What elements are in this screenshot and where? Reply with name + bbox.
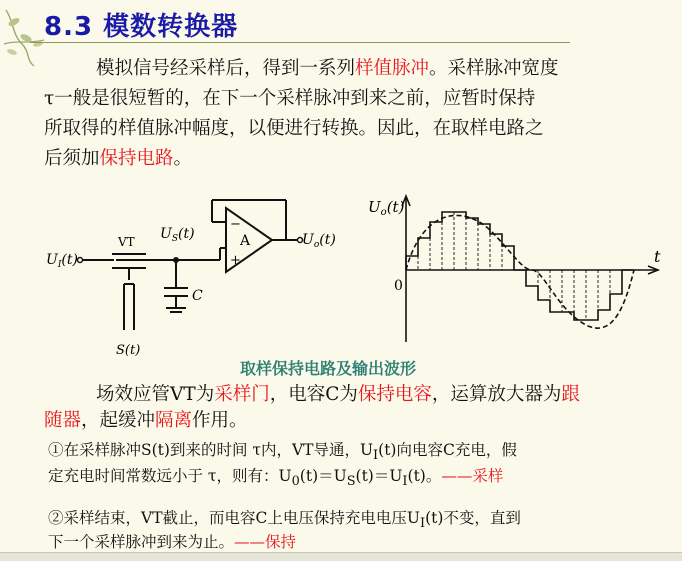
para2-line1 xyxy=(96,384,580,406)
note2-line1 xyxy=(48,508,521,534)
label-holding: ——保持 xyxy=(234,533,297,551)
term-follower-part2: 随器 xyxy=(44,410,82,431)
term-hold-capacitor: 保持电容 xyxy=(357,384,432,405)
note1-text: ①在采样脉冲S(t)到来的时间 τ内，VT导通，U xyxy=(48,441,374,459)
label-plus: + xyxy=(230,253,241,268)
label-ui: $U_I(t)$ xyxy=(46,252,78,270)
note2-text: 下一个采样脉冲到来为止。 xyxy=(48,533,235,551)
output-waveform xyxy=(362,190,672,350)
note2-text: (t)不变，直到 xyxy=(425,509,521,527)
label-s: S(t) xyxy=(116,343,141,358)
para1-text: 后须加 xyxy=(44,148,100,169)
note1-text: 定充电时间常数远小于 τ，则有：U xyxy=(48,467,292,485)
sample-hold-circuit xyxy=(40,188,340,358)
para2-text: 场效应管VT为 xyxy=(96,384,215,405)
label-vt: VT xyxy=(118,235,135,249)
note1-sub: S xyxy=(346,474,356,490)
label-us: $U_S(t)$ xyxy=(160,226,195,244)
para1-line3: 所取得的样值脉冲幅度，以便进行转换。因此，在取样电路之 xyxy=(44,118,544,139)
term-sample-pulse: 样值脉冲 xyxy=(355,58,430,79)
para1-line4 xyxy=(44,148,192,170)
term-hold-circuit: 保持电路 xyxy=(99,148,174,169)
note1-line2 xyxy=(48,466,503,492)
note1-sub: I xyxy=(402,474,408,490)
note1-sub: I xyxy=(373,448,379,464)
note1-text: (t)＝U xyxy=(355,467,403,485)
note2-text: ②采样结束，VT截止，而电容C上电压保持充电电压U xyxy=(48,509,420,527)
label-uo: $U_o(t)$ xyxy=(302,232,336,250)
para1-line1 xyxy=(96,58,559,80)
waveform-origin: 0 xyxy=(394,278,403,294)
label-amp: A xyxy=(240,233,251,249)
note1-text: (t)＝U xyxy=(299,467,347,485)
para1-text: 。 xyxy=(173,148,193,169)
para2-text: ，运算放大器为 xyxy=(431,384,562,405)
waveform-xlabel: t xyxy=(654,247,661,266)
para1-line2: τ一般是很短暂的，在下一个采样脉冲到来之前，应暂时保持 xyxy=(44,88,536,109)
note1-sub: 0 xyxy=(291,474,300,490)
note1-text: (t)。 xyxy=(407,467,442,485)
page-title: 8.3 模数转换器 xyxy=(44,12,239,42)
label-c: C xyxy=(192,288,203,304)
para2-text: 作用。 xyxy=(192,410,248,431)
title-underline xyxy=(30,42,570,43)
label-sampling: ——采样 xyxy=(441,467,504,485)
label-minus: − xyxy=(230,217,241,232)
para2-line2 xyxy=(44,410,248,432)
term-isolation: 隔离 xyxy=(155,410,193,431)
note2-line2 xyxy=(48,532,296,552)
note1-text: (t)向电容C充电，假 xyxy=(378,441,517,459)
term-sample-gate: 采样门 xyxy=(214,384,270,405)
note2-sub: I xyxy=(419,516,426,532)
figure-caption: 取样保持电路及输出波形 xyxy=(240,359,417,378)
waveform-ylabel: $U_o(t)$ xyxy=(368,198,405,218)
term-follower-part1: 跟 xyxy=(561,384,580,405)
para1-text: 模拟信号经采样后，得到一系列 xyxy=(96,58,356,79)
para1-text: 。采样脉冲宽度 xyxy=(429,58,559,79)
note1-line1 xyxy=(48,440,517,466)
para2-text: ，电容C为 xyxy=(269,384,358,405)
para2-text: ，起缓冲 xyxy=(81,410,156,431)
